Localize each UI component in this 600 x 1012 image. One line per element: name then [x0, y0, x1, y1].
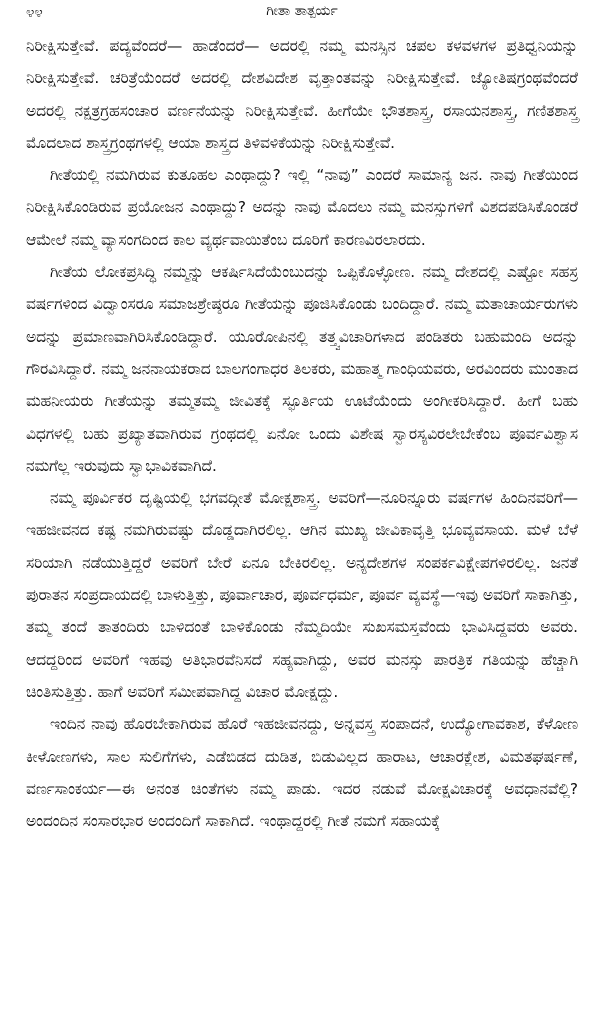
paragraph: ಗೀತೆಯಲ್ಲಿ ನಮಗಿರುವ ಕುತೂಹಲ ಎಂಥಾದ್ದು? ಇಲ್ಲಿ “ನಾವು” ಎಂದರೆ ಸಾಮಾನ್ಯ ಜನ. ನಾವು ಗೀತೆಯಿಂದ ನಿರೀಕ್ಷಿಸಿಕೊಂಡಿರುವ ಪ್ರಯೋಜನ ಎಂಥಾದ್ದು? ಅದನ್ನು ನಾವು ಮೊದಲು ನಮ್ಮ ಮನಸ್ಸುಗಳಿಗೆ ವಿಶದಪಡಿಸಿಕೊಂಡರೆ ಆಮೇಲೆ ನಮ್ಮ ವ್ಯಾಸಂಗದಿಂದ ಕಾಲ ವ್ಯರ್ಥವಾಯಿತೆಂಬ ದೂರಿಗೆ ಕಾರಣವಿರಲಾರದು. — [26, 166, 578, 249]
paragraph: ಗೀತೆಯ ಲೋಕಪ್ರಸಿದ್ಧಿ ನಮ್ಮನ್ನು ಆಕರ್ಷಿಸಿದೆಯೆಂಬುದನ್ನು ಒಪ್ಪಿಕೊಳ್ಳೋಣ. ನಮ್ಮ ದೇಶದಲ್ಲಿ ಎಷ್ಟೋ ಸಹಸ್ರ ವರ್ಷಗಳಿಂದ ವಿದ್ವಾಂಸರೂ ಸಮಾಜಶ್ರೇಷ್ಠರೂ ಗೀತೆಯನ್ನು ಪೂಜಿಸಿಕೊಂಡು ಬಂದಿದ್ದಾರೆ. ನಮ್ಮ ಮತಾಚಾರ್ಯರುಗಳು ಅದನ್ನು ಪ್ರಮಾಣವಾಗಿರಿಸಿಕೊಂಡಿದ್ದಾರೆ. ಯೂರೋಪಿನಲ್ಲಿ ತತ್ತ್ವವಿಚಾರಿಗಳಾದ ಪಂಡಿತರು ಬಹುಮಂದಿ ಅದನ್ನು ಗೌರವಿಸಿದ್ದಾರೆ. ನಮ್ಮ ಜನನಾಯಕರಾದ ಬಾಲಗಂಗಾಧರ ತಿಲಕರು, ಮಹಾತ್ಮ ಗಾಂಧಿಯವರು, ಅರವಿಂದರು ಮುಂತಾದ ಮಹನೀಯರು ಗೀತೆಯನ್ನು ತಮ್ಮತಮ್ಮ ಜೀವಿತಕ್ಕೆ ಸ್ಫೂರ್ತಿಯ ಊಟೆಯೆಂದು ಅಂಗೀಕರಿಸಿದ್ದಾರೆ. ಹೀಗೆ ಬಹು ವಿಧಗಳಲ್ಲಿ ಬಹು ಪ್ರಖ್ಯಾತವಾಗಿರುವ ಗ್ರಂಥದಲ್ಲಿ ಏನೋ ಒಂದು ವಿಶೇಷ ಸ್ವಾರಸ್ಯವಿರಲೇಬೇಕೆಂಬ ಪೂರ್ವವಿಶ್ವಾಸ ನಮಗೆಲ್ಲ ಇರುವುದು ಸ್ವಾಭಾವಿಕವಾಗಿದೆ. — [26, 263, 578, 475]
page-number: ೪೪ — [26, 3, 43, 21]
paragraph: ಇಂದಿನ ನಾವು ಹೊರಬೇಕಾಗಿರುವ ಹೊರೆ ಇಹಜೀವನದ್ದು, ಅನ್ನವಸ್ತ್ರ ಸಂಪಾದನೆ, ಉದ್ಯೋಗಾವಕಾಶ, ಕೆಳೋಣ ಕೀಳೋಣಗಳು, ಸಾಲ ಸುಲಿಗೆಗಳು, ಎಡೆಬಿಡದ ದುಡಿತ, ಬಿಡುವಿಲ್ಲದ ಹಾರಾಟ, ಆಚಾರಕ್ಲೇಶ, ವಿಮತಘರ್ಷಣೆ, ವರ್ಣಸಾಂಕರ್ಯ—ಈ ಅನಂತ ಚಿಂತೆಗಳು ನಮ್ಮ ಪಾಡು. ಇದರ ನಡುವೆ ಮೋಕ್ಷವಿಚಾರಕ್ಕೆ ಅವಧಾನವೆಲ್ಲಿ? ಅಂದಂದಿನ ಸಂಸಾರಭಾರ ಅಂದಂದಿಗೆ ಸಾಕಾಗಿದೆ. ಇಂಥಾದ್ದರಲ್ಲಿ ಗೀತೆ ನಮಗೆ ಸಹಾಯಕ್ಕೆ — [26, 715, 578, 831]
paragraph: ನಿರೀಕ್ಷಿಸುತ್ತೇವೆ. ಪದ್ಯವೆಂದರೆ— ಹಾಡೆಂದರೆ— ಅದರಲ್ಲಿ ನಮ್ಮ ಮನಸ್ಸಿನ ಚಪಲ ಕಳವಳಗಳ ಪ್ರತಿಧ್ವನಿಯನ್ನು ನಿರೀಕ್ಷಿಸುತ್ತೇವೆ. ಚರಿತ್ರೆಯೆಂದರೆ ಅದರಲ್ಲಿ ದೇಶವಿದೇಶ ವೃತ್ತಾಂತವನ್ನು ನಿರೀಕ್ಷಿಸುತ್ತೇವೆ. ಜ್ಯೋತಿಷಗ್ರಂಥವೆಂದರೆ ಅದರಲ್ಲಿ ನಕ್ಷತ್ರಗ್ರಹಸಂಚಾರ ವರ್ಣನೆಯನ್ನು ನಿರೀಕ್ಷಿಸುತ್ತೇವೆ. ಹೀಗೆಯೇ ಭೌತಶಾಸ್ತ್ರ, ರಸಾಯನಶಾಸ್ತ್ರ, ಗಣಿತಶಾಸ್ತ್ರ ಮೊದಲಾದ ಶಾಸ್ತ್ರಗ್ರಂಥಗಳಲ್ಲಿ ಆಯಾ ಶಾಸ್ತ್ರದ ತಿಳಿವಳಿಕೆಯನ್ನು ನಿರೀಕ್ಷಿಸುತ್ತೇವೆ. — [26, 37, 578, 152]
running-title: ಗೀತಾ ತಾತ್ಪರ್ಯ — [266, 3, 338, 19]
paragraph: ನಮ್ಮ ಪೂರ್ವಿಕರ ದೃಷ್ಟಿಯಲ್ಲಿ ಭಗವದ್ಗೀತೆ ಮೋಕ್ಷಶಾಸ್ತ್ರ. ಅವರಿಗೆ—ನೂರಿನ್ನೂರು ವರ್ಷಗಳ ಹಿಂದಿನವರಿಗೆ—ಇಹಜೀವನದ ಕಷ್ಟ ನಮಗಿರುವಷ್ಟು ದೊಡ್ಡದಾಗಿರಲಿಲ್ಲ. ಆಗಿನ ಮುಖ್ಯ ಜೀವಿಕಾವೃತ್ತಿ ಭೂವ್ಯವಸಾಯ. ಮಳೆ ಬೆಳೆ ಸರಿಯಾಗಿ ನಡೆಯುತ್ತಿದ್ದರೆ ಅವರಿಗೆ ಬೇರೆ ಏನೂ ಬೇಕಿರಲಿಲ್ಲ. ಅನ್ಯದೇಶಗಳ ಸಂಪರ್ಕವಿಕ್ಷೇಪಗಳಿರಲಿಲ್ಲ. ಜನತೆ ಪುರಾತನ ಸಂಪ್ರದಾಯದಲ್ಲಿ ಬಾಳುತ್ತಿತ್ತು, ಪೂರ್ವಾಚಾರ, ಪೂರ್ವಧರ್ಮ, ಪೂರ್ವ ವ್ಯವಸ್ಥೆ—ಇವು ಅವರಿಗೆ ಸಾಕಾಗಿತ್ತು, ತಮ್ಮ ತಂದೆ ತಾತಂದಿರು ಬಾಳಿದಂತೆ ಬಾಳಿಕೊಂಡು ನೆಮ್ಮದಿಯೇ ಸುಖಸಮಸ್ತವೆಂದು ಭಾವಿಸಿದ್ದವರು ಅವರು. ಆದದ್ದರಿಂದ ಅವರಿಗೆ ಇಹವು ಅತಿಭಾರವೆನಿಸದೆ ಸಹ್ಯವಾಗಿದ್ದು, ಅವರ ಮನಸ್ಸು ಪಾರತ್ರಿಕ ಗತಿಯನ್ನು ಹೆಚ್ಚಾಗಿ ಚಿಂತಿಸುತ್ತಿತ್ತು. ಹಾಗೆ ಅವರಿಗೆ ಸಮೀಪವಾಗಿದ್ದ ವಿಚಾರ ಮೋಕ್ಷದ್ದು. — [26, 489, 578, 701]
page-header — [26, 0, 578, 28]
body-text — [26, 30, 578, 837]
